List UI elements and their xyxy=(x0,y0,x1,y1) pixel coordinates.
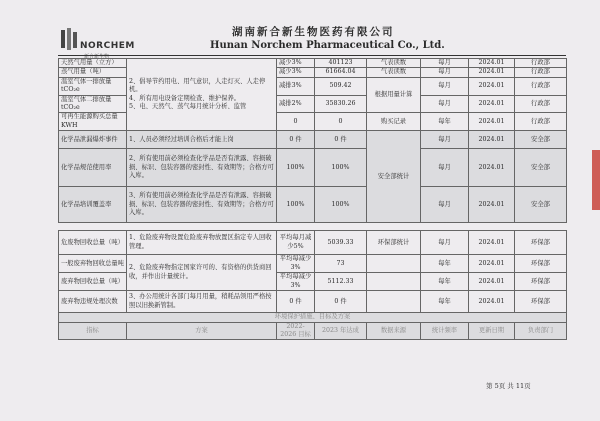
header-cell: 统计频率 xyxy=(421,322,469,340)
date-cell: 2024.01 xyxy=(469,59,515,68)
measure-cell: 1、人员必须经过培训合格后才能上岗 xyxy=(127,131,277,149)
company-title-en: Hunan Norchem Pharmaceutical Co., Ltd. xyxy=(210,40,445,51)
target-cell: 0 件 xyxy=(277,291,315,313)
measure-cell: 3、所有使用前必须检查化学品是否有泄露、容损破损、标识、包装容器的密封性、有效期等；合格方可入库。 xyxy=(127,187,277,223)
dept-cell: 行政部 xyxy=(515,113,567,131)
dept-cell: 安全部 xyxy=(515,149,567,187)
date-cell: 2024.01 xyxy=(469,255,515,273)
table-row xyxy=(59,59,567,68)
actual-cell: 100% xyxy=(315,149,367,187)
target-cell: 0 件 xyxy=(277,131,315,149)
dept-cell: 环保部 xyxy=(515,255,567,273)
dept-cell: 行政部 xyxy=(515,77,567,95)
frequency-cell: 每月 xyxy=(421,68,469,77)
actual-cell: 5039.33 xyxy=(315,231,367,255)
table-row xyxy=(59,231,567,255)
dept-cell: 安全部 xyxy=(515,187,567,223)
source-cell xyxy=(367,273,421,291)
source-cell xyxy=(367,291,421,313)
table-header-row xyxy=(59,322,567,340)
dept-cell: 行政部 xyxy=(515,59,567,68)
company-title-cn: 湖南新合新生物医药有限公司 xyxy=(232,26,395,38)
table-row xyxy=(59,291,567,313)
logo-brand: NORCHEM xyxy=(80,41,135,51)
actual-cell: 61664.04 xyxy=(315,68,367,77)
actual-cell: 35830.26 xyxy=(315,95,367,113)
header-cell: 负责部门 xyxy=(515,322,567,340)
table-row xyxy=(59,187,567,223)
indicator-cell: 化学品培训覆盖率 xyxy=(59,187,127,223)
measure-item: 5、电、天然气、蒸气每月统计分析、监管 xyxy=(129,103,247,111)
header-cell: 更新日期 xyxy=(469,322,515,340)
target-cell: 平均每减少3% xyxy=(277,273,315,291)
measures-energy-cell xyxy=(127,59,277,131)
target-cell: 100% xyxy=(277,187,315,223)
date-cell: 2024.01 xyxy=(469,187,515,223)
table-row xyxy=(59,255,567,273)
dept-cell: 环保部 xyxy=(515,291,567,313)
header-cell: 2022-2026 目标 xyxy=(277,322,315,340)
header-cell: 方案 xyxy=(127,322,277,340)
spacer-row xyxy=(59,223,567,231)
indicator-cell: 一般废弃物回收总量吨 xyxy=(59,255,127,273)
table-row xyxy=(59,131,567,149)
date-cell: 2024.01 xyxy=(469,77,515,95)
dept-cell: 行政部 xyxy=(515,68,567,77)
measure-cell: 2、危险废弃物指定国家许可的、有资格的供货商回收，并作出计量统计。 xyxy=(127,255,277,291)
date-cell: 2024.01 xyxy=(469,68,515,77)
indicator-cell: 危废物回收总量（吨） xyxy=(59,231,127,255)
measure-cell: 1、危险废弃物设置危险废弃物放置区指定专人回收管理。 xyxy=(127,231,277,255)
date-cell: 2024.01 xyxy=(469,231,515,255)
date-cell: 2024.01 xyxy=(469,273,515,291)
measure-item: 2、倡导节约用电、用气意识，人走灯灭、人走停机。 xyxy=(129,77,266,94)
indicator-cell: 废弃物违规处理次数 xyxy=(59,291,127,313)
indicator-cell: 废弃物回收总量（吨） xyxy=(59,273,127,291)
source-cell: 购买记录 xyxy=(367,113,421,131)
target-cell: 0 xyxy=(277,113,315,131)
header-divider xyxy=(58,55,566,56)
measure-cell: 3、办公用统计各部门每月用量，稍耗品领用严格按照以旧换新管制。 xyxy=(127,291,277,313)
target-cell: 平均每月减少5% xyxy=(277,231,315,255)
indicator-cell: 可再生能源购买总量 KWH xyxy=(59,113,127,131)
header-cell: 2023 年达成 xyxy=(315,322,367,340)
measure-item: 4、所有用电设备定期检查、维护保养。 xyxy=(129,94,241,102)
red-seal-stamp xyxy=(592,150,600,210)
target-cell: 减少3% xyxy=(277,59,315,68)
frequency-cell: 每年 xyxy=(421,291,469,313)
indicator-cell: 蒸气用量（吨） xyxy=(59,68,127,77)
actual-cell: 0 件 xyxy=(315,131,367,149)
actual-cell: 5112.33 xyxy=(315,273,367,291)
environment-table xyxy=(58,58,567,340)
actual-cell: 401123 xyxy=(315,59,367,68)
frequency-cell: 每月 xyxy=(421,95,469,113)
indicator-cell: 温室气体二排放量 tCO₂e xyxy=(59,95,127,113)
indicator-cell: 化学品规范使用率 xyxy=(59,149,127,187)
source-cell: 根据用量计算 xyxy=(367,77,421,113)
page-footer: 第 5页 共 11页 xyxy=(486,382,531,390)
actual-cell: 100% xyxy=(315,187,367,223)
target-cell: 平均每减少3% xyxy=(277,255,315,273)
source-cell xyxy=(367,255,421,273)
target-cell: 减排2% xyxy=(277,95,315,113)
dept-cell: 环保部 xyxy=(515,273,567,291)
source-cell: 安全部统计 xyxy=(367,131,421,223)
header-cell: 数据来源 xyxy=(367,322,421,340)
frequency-cell: 每年 xyxy=(421,255,469,273)
frequency-cell: 每年 xyxy=(421,273,469,291)
company-logo xyxy=(58,26,135,62)
frequency-cell: 每月 xyxy=(421,59,469,68)
dept-cell: 行政部 xyxy=(515,95,567,113)
indicator-cell: 化学品泄漏爆炸事件 xyxy=(59,131,127,149)
date-cell: 2024.01 xyxy=(469,149,515,187)
indicator-cell: 天然气用量（立方） xyxy=(59,59,127,68)
frequency-cell: 每月 xyxy=(421,131,469,149)
actual-cell: 509.42 xyxy=(315,77,367,95)
logo-mark-icon xyxy=(58,26,80,56)
actual-cell: 73 xyxy=(315,255,367,273)
section-band-title: 环境保护措施、目标及方案 xyxy=(59,313,567,322)
target-cell: 减排3% xyxy=(277,77,315,95)
date-cell: 2024.01 xyxy=(469,131,515,149)
actual-cell: 0 件 xyxy=(315,291,367,313)
dept-cell: 安全部 xyxy=(515,131,567,149)
table-row xyxy=(59,149,567,187)
date-cell: 2024.01 xyxy=(469,113,515,131)
target-cell: 100% xyxy=(277,149,315,187)
frequency-cell: 每月 xyxy=(421,149,469,187)
logo-sub: 新合新生物 xyxy=(84,54,110,60)
frequency-cell: 每月 xyxy=(421,231,469,255)
frequency-cell: 每月 xyxy=(421,77,469,95)
target-cell: 减少3% xyxy=(277,68,315,77)
measure-cell: 2、所有使用前必须检查化学品是否有泄露、容损破损、标识、包装容器的密封性、有效期等；合格方可入库。 xyxy=(127,149,277,187)
date-cell: 2024.01 xyxy=(469,95,515,113)
header-cell: 指标 xyxy=(59,322,127,340)
actual-cell: 0 xyxy=(315,113,367,131)
dept-cell: 环保部 xyxy=(515,231,567,255)
source-cell: 气表读数 xyxy=(367,68,421,77)
source-cell: 气表读数 xyxy=(367,59,421,68)
indicator-cell: 温室气体一排放量 tCO₂e xyxy=(59,77,127,95)
frequency-cell: 每年 xyxy=(421,113,469,131)
date-cell: 2024.01 xyxy=(469,291,515,313)
source-cell: 环保部统计 xyxy=(367,231,421,255)
section-band-row xyxy=(59,313,567,322)
frequency-cell: 每月 xyxy=(421,187,469,223)
